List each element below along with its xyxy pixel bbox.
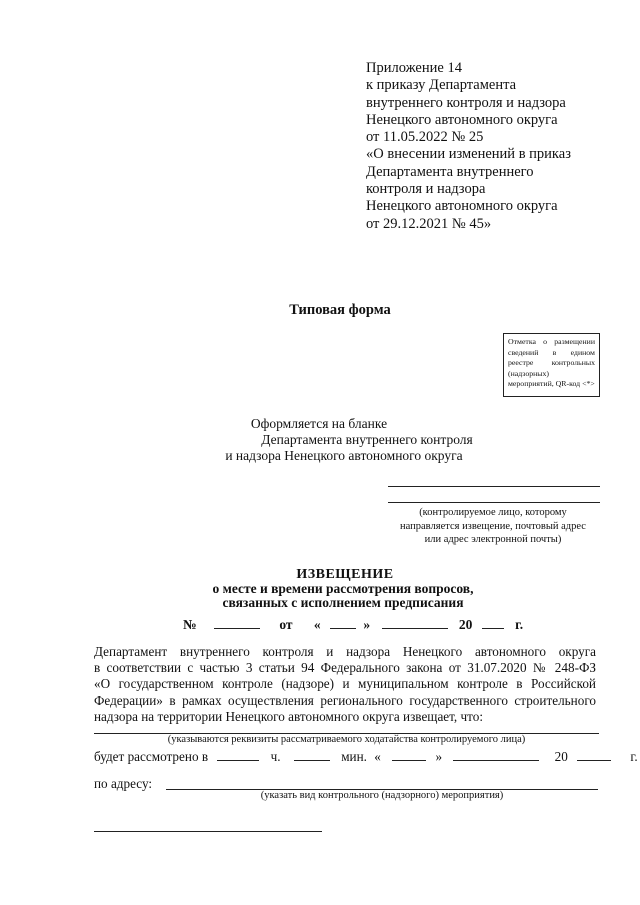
month-field[interactable] <box>453 748 539 761</box>
hours-label: ч. <box>270 749 281 764</box>
blank-note-line: и надзора Ненецкого автономного округа <box>225 448 463 463</box>
body-line: Департамент внутреннего контроля и надзора Ненецкого автономного округа <box>94 644 596 659</box>
schedule-row <box>94 748 638 765</box>
recipient-line <box>388 486 600 487</box>
day-field[interactable] <box>392 748 426 761</box>
year-prefix: 20 <box>458 617 473 632</box>
recipient-caption-line: или адрес электронной почты) <box>424 534 562 545</box>
appendix-line: к приказу Департамента <box>366 77 517 94</box>
number-label: № <box>183 617 197 632</box>
quote-close: » <box>363 617 371 632</box>
qr-code-box: Отметка о размещении сведений в едином реестре контрольных (надзорных) мероприятий, QR-код <*> <box>503 333 600 397</box>
quote-open: « <box>313 617 321 632</box>
blank-note-line: Оформляется на бланке <box>250 416 388 431</box>
body-line: Федерации» в рамках осуществления регионального государственного строительного <box>94 692 596 708</box>
quote-close: » <box>435 749 443 764</box>
form-title <box>0 302 640 319</box>
number-field[interactable] <box>214 616 260 629</box>
year-field[interactable] <box>577 748 611 761</box>
notice-subtitle: связанных с исполнением предписания <box>222 595 464 610</box>
hours-field[interactable] <box>294 748 330 761</box>
body-line: в соответствии с частью 3 статьи 94 Федерального закона от 31.07.2020 № 248-ФЗ <box>94 660 596 676</box>
year-suffix: г. <box>515 617 524 632</box>
notice-number-line <box>183 616 524 633</box>
form-title-text: Типовая форма <box>289 302 391 318</box>
petition-caption: (указываются реквизиты рассматриваемого ходатайства контролируемого лица) <box>167 734 526 745</box>
date-field[interactable] <box>217 748 259 761</box>
notice-heading <box>0 568 640 610</box>
recipient-line <box>388 502 600 503</box>
appendix-header <box>366 60 626 233</box>
address-label: по адресу: <box>94 776 153 791</box>
quote-open: « <box>374 749 381 764</box>
recipient-caption-line: (контролируемое лицо, которому <box>419 507 567 518</box>
appendix-line: Приложение 14 <box>366 60 462 76</box>
notice-title: ИЗВЕЩЕНИЕ <box>296 567 394 582</box>
recipient-caption-line: направляется извещение, почтовый адрес <box>400 520 586 532</box>
appendix-line: Ненецкого автономного округа <box>366 198 558 215</box>
year-field[interactable] <box>482 616 504 629</box>
day-field[interactable] <box>330 616 356 629</box>
minutes-label: мин. <box>341 749 367 764</box>
appendix-line: от 11.05.2022 № 25 <box>366 129 484 146</box>
appendix-line: Департамента внутреннего <box>366 163 534 180</box>
appendix-line: внутреннего контроля и надзора <box>366 94 566 111</box>
will-be-label: будет рассмотрено в <box>94 749 209 764</box>
address-caption: (указать вид контрольного (надзорного) мероприятия) <box>260 790 504 801</box>
recipient-caption <box>378 506 608 547</box>
from-label: от <box>279 617 293 632</box>
appendix-line: от 29.12.2021 № 45» <box>366 215 492 232</box>
signature-line[interactable] <box>94 831 322 832</box>
year-prefix: 20 <box>554 749 568 764</box>
appendix-line: «О внесении изменений в приказ <box>366 146 571 163</box>
notice-body <box>94 644 596 725</box>
body-line: надзора на территории Ненецкого автономного округа извещает, что: <box>94 708 484 724</box>
month-field[interactable] <box>382 616 448 629</box>
blank-note-line: Департамента внутреннего контроля <box>261 432 473 447</box>
appendix-line: Ненецкого автономного округа <box>366 111 558 128</box>
blank-note <box>0 416 640 464</box>
appendix-line: контроля и надзора <box>366 181 486 198</box>
body-line: «О государственном контроле (надзоре) и муниципальном контроле в Российской <box>94 676 596 692</box>
notice-subtitle: о месте и времени рассмотрения вопросов, <box>212 581 474 596</box>
year-suffix: г. <box>630 749 638 764</box>
